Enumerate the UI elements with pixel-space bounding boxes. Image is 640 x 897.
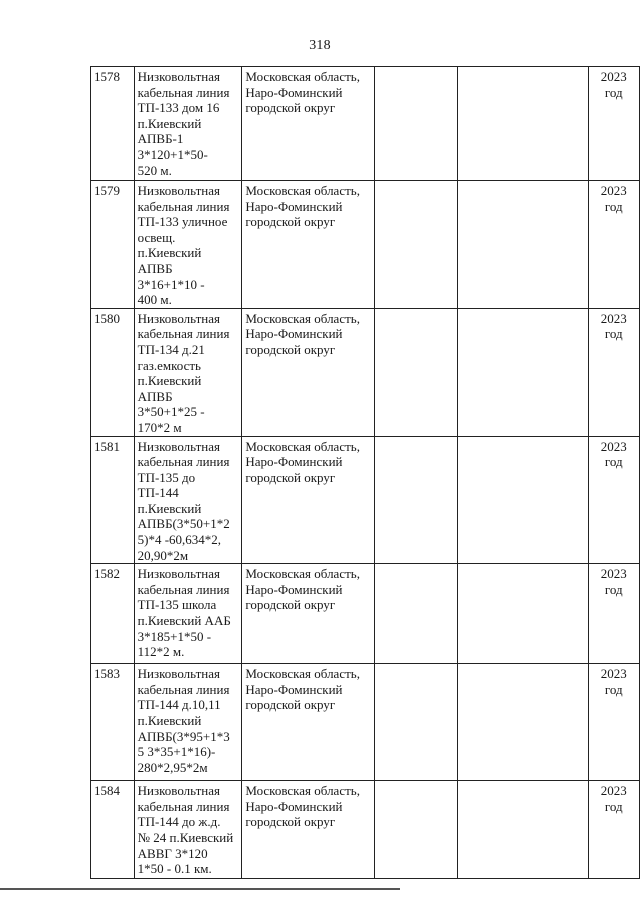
- row-number-cell: 1580: [91, 308, 135, 436]
- year-cell: [588, 564, 639, 664]
- row-number-cell: 1583: [91, 664, 135, 781]
- empty-cell: [375, 781, 457, 879]
- empty-cell: [457, 67, 588, 181]
- object-name-cell: [134, 67, 242, 181]
- year-text: 2023 год: [600, 566, 627, 597]
- object-name-text: Низковольтная кабельная линия ТП-144 д.10,11 п.Киевский АПВБ(3*95+1*3 5 3*35+1*16)- 280*2,95*2м: [137, 666, 230, 775]
- year-text: 2023 год: [600, 183, 627, 214]
- year-text: 2023 год: [600, 438, 627, 470]
- object-name-text: Низковольтная кабельная линия ТП-133 дом 16 п.Киевский АПВБ-1 3*120+1*50- 520 м.: [137, 69, 230, 178]
- location-text: Московская область, Наро-Фоминский городской округ: [245, 310, 360, 357]
- location-cell: [242, 67, 375, 181]
- location-cell: [242, 308, 375, 436]
- empty-cell: [375, 67, 457, 181]
- object-name-text: Низковольтная кабельная линия ТП-135 до ТП-144 п.Киевский АПВБ(3*50+1*2 5)*4 -60,634*2, 20,90*2м: [137, 438, 230, 563]
- table-row: [91, 564, 640, 664]
- empty-cell: [375, 564, 457, 664]
- empty-cell: [457, 308, 588, 436]
- location-cell: [242, 181, 375, 309]
- location-cell: [242, 664, 375, 781]
- object-name-cell: [134, 781, 242, 879]
- empty-cell: [457, 781, 588, 879]
- empty-cell: [457, 436, 588, 564]
- scan-edge-line: [0, 888, 400, 890]
- year-text: 2023 год: [600, 310, 627, 342]
- year-text: 2023 год: [600, 69, 627, 100]
- location-text: Московская область, Наро-Фоминский городской округ: [245, 183, 360, 230]
- table-row: [91, 181, 640, 309]
- table-row: [91, 781, 640, 879]
- empty-cell: [457, 181, 588, 309]
- year-text: 2023 год: [600, 783, 627, 814]
- row-number-cell: 1578: [91, 67, 135, 181]
- registry-table: [90, 66, 640, 879]
- year-cell: [588, 436, 639, 564]
- location-cell: [242, 436, 375, 564]
- empty-cell: [375, 181, 457, 309]
- location-text: Московская область, Наро-Фоминский городской округ: [245, 783, 360, 830]
- object-name-cell: [134, 308, 242, 436]
- year-text: 2023 год: [600, 666, 627, 697]
- location-text: Московская область, Наро-Фоминский городской округ: [245, 69, 360, 116]
- object-name-cell: [134, 436, 242, 564]
- location-text: Московская область, Наро-Фоминский городской округ: [245, 566, 360, 613]
- row-number-cell: 1582: [91, 564, 135, 664]
- table-row: [91, 308, 640, 436]
- year-cell: [588, 781, 639, 879]
- object-name-cell: [134, 564, 242, 664]
- object-name-cell: [134, 181, 242, 309]
- year-cell: [588, 308, 639, 436]
- year-cell: [588, 664, 639, 781]
- table-row: [91, 67, 640, 181]
- empty-cell: [457, 664, 588, 781]
- page-number: 318: [309, 38, 331, 53]
- location-cell: [242, 781, 375, 879]
- table-row: [91, 436, 640, 564]
- year-cell: [588, 67, 639, 181]
- location-cell: [242, 564, 375, 664]
- location-text: Московская область, Наро-Фоминский городской округ: [245, 666, 360, 713]
- row-number-cell: 1579: [91, 181, 135, 309]
- object-name-cell: [134, 664, 242, 781]
- year-cell: [588, 181, 639, 309]
- empty-cell: [375, 436, 457, 564]
- object-name-text: Низковольтная кабельная линия ТП-134 д.21 газ.емкость п.Киевский АПВБ 3*50+1*25 - 170*2 м: [137, 310, 230, 435]
- empty-cell: [457, 564, 588, 664]
- row-number-cell: 1584: [91, 781, 135, 879]
- object-name-text: Низковольтная кабельная линия ТП-133 уличное освещ. п.Киевский АПВБ 3*16+1*10 - 400 м.: [137, 183, 230, 308]
- empty-cell: [375, 308, 457, 436]
- object-name-text: Низковольтная кабельная линия ТП-144 до ж.д. № 24 п.Киевский АВВГ 3*120 1*50 - 0.1 км.: [137, 783, 234, 877]
- object-name-text: Низковольтная кабельная линия ТП-135 школа п.Киевский ААБ 3*185+1*50 - 112*2 м.: [137, 566, 231, 660]
- empty-cell: [375, 664, 457, 781]
- table-row: [91, 664, 640, 781]
- row-number-cell: 1581: [91, 436, 135, 564]
- location-text: Московская область, Наро-Фоминский городской округ: [245, 438, 360, 485]
